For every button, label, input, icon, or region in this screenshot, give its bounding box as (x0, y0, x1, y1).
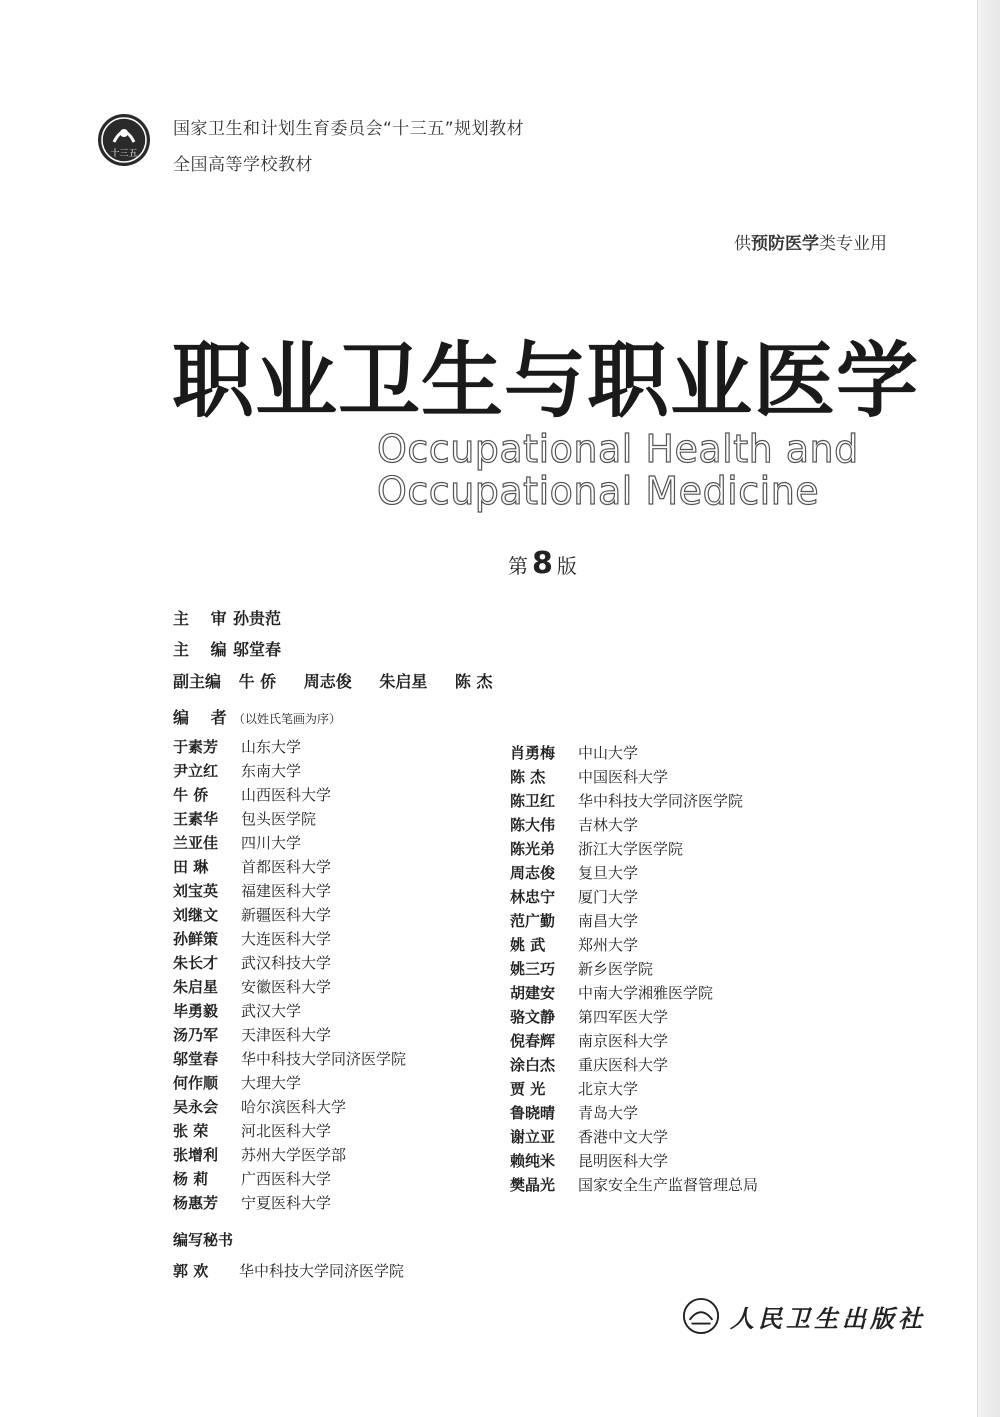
editor-row (510, 957, 758, 981)
editor-name: 涂白杰 (510, 1056, 556, 1074)
editors-order-note: （以姓氏笔画为序） (233, 712, 342, 726)
publisher-emblem-icon (682, 1297, 720, 1335)
editor-name: 谢立亚 (510, 1128, 556, 1146)
publisher-name: 人民卫生出版社 (730, 1303, 926, 1333)
editor-row (510, 1029, 758, 1053)
editor-name: 刘宝英 (173, 882, 219, 900)
secretary-row (173, 1260, 404, 1281)
editor-affiliation: 大连医科大学 (241, 930, 332, 948)
secretary-affiliation: 华中科技大学同济医学院 (239, 1262, 405, 1280)
editor-affiliation: 哈尔滨医科大学 (241, 1098, 347, 1116)
editor-name: 范广勤 (510, 912, 556, 930)
editor-affiliation: 中南大学湘雅医学院 (578, 984, 714, 1002)
editor-row (173, 735, 406, 759)
editor-name: 毕勇毅 (173, 1002, 219, 1020)
editor-name: 胡建安 (510, 984, 556, 1002)
editor-name: 姚三巧 (510, 960, 556, 978)
editor-row (173, 975, 406, 999)
editor-row (510, 1053, 758, 1077)
edition-suffix: 版 (556, 554, 577, 578)
editor-name: 樊晶光 (510, 1176, 556, 1194)
editor-name: 王素华 (173, 810, 219, 828)
editor-affiliation: 国家安全生产监督管理总局 (578, 1176, 759, 1194)
title-en-line-1: Occupational Health and (377, 427, 859, 471)
editor-row (173, 879, 406, 903)
editor-row (173, 999, 406, 1023)
editor-affiliation: 天津医科大学 (241, 1026, 332, 1044)
editor-affiliation: 新疆医科大学 (241, 906, 332, 924)
editor-name: 陈大伟 (510, 816, 556, 834)
editor-name: 林忠宁 (510, 888, 556, 906)
editor-row (173, 1023, 406, 1047)
editor-name: 陈光弟 (510, 840, 556, 858)
editor-name: 朱启星 (173, 978, 219, 996)
editor-affiliation: 四川大学 (241, 834, 302, 852)
editor-row (173, 1119, 406, 1143)
editor-name: 孙鲜策 (173, 930, 219, 948)
editor-affiliation: 安徽医科大学 (241, 978, 332, 996)
publisher (682, 1297, 926, 1335)
editor-row (510, 1173, 758, 1197)
deputy-label: 副主编 (173, 672, 222, 691)
editor-affiliation: 福建医科大学 (241, 882, 332, 900)
chief-editor-row (173, 637, 281, 660)
editor-row (173, 759, 406, 783)
usage-bold: 预防医学 (751, 234, 819, 254)
book-title-cn: 职业卫生与职业医学 (172, 334, 920, 429)
editor-row (173, 1071, 406, 1095)
secretary-name: 郭 欢 (173, 1262, 209, 1280)
editor-affiliation: 广西医科大学 (241, 1170, 332, 1188)
editor-name: 倪春辉 (510, 1032, 556, 1050)
editor-affiliation: 浙江大学医学院 (578, 840, 684, 858)
usage-suffix: 类专业用 (819, 234, 887, 254)
editor-name: 邬堂春 (173, 1050, 219, 1068)
editor-row (510, 789, 758, 813)
editor-name: 周志俊 (510, 864, 556, 882)
editors-label: 编 者 (173, 708, 235, 727)
editor-row (510, 765, 758, 789)
editor-affiliation: 北京大学 (578, 1080, 639, 1098)
editor-row (510, 741, 758, 765)
editor-affiliation: 华中科技大学同济医学院 (578, 792, 744, 810)
deputy-name: 朱启星 (379, 672, 428, 691)
editor-row (510, 1101, 758, 1125)
editor-affiliation: 中山大学 (578, 744, 639, 762)
editor-affiliation: 中国医科大学 (578, 768, 669, 786)
secretary-heading: 编写秘书 (173, 1231, 234, 1249)
chief-reviewer-name: 孙贵范 (233, 609, 282, 628)
editor-name: 杨 莉 (173, 1170, 209, 1188)
editor-affiliation: 第四军医大学 (578, 1008, 669, 1026)
editor-name: 吴永会 (173, 1098, 219, 1116)
chief-editor-name: 邬堂春 (233, 640, 282, 659)
editor-affiliation: 青岛大学 (578, 1104, 639, 1122)
editor-row (173, 807, 406, 831)
editor-row (173, 783, 406, 807)
editor-name: 杨惠芳 (173, 1194, 219, 1212)
editor-name: 张增利 (173, 1146, 219, 1164)
editor-name: 陈 杰 (510, 768, 546, 786)
editor-row (173, 855, 406, 879)
editor-affiliation: 郑州大学 (578, 936, 639, 954)
usage-note (734, 229, 887, 254)
editor-row (510, 885, 758, 909)
editor-affiliation: 苏州大学医学部 (241, 1146, 347, 1164)
editor-affiliation: 武汉科技大学 (241, 954, 332, 972)
editor-name: 刘继文 (173, 906, 219, 924)
editor-row (173, 1191, 406, 1215)
editor-affiliation: 华中科技大学同济医学院 (241, 1050, 407, 1068)
title-en-line-2: Occupational Medicine (377, 469, 820, 513)
edition-prefix: 第 (508, 554, 528, 578)
edition-number: 8 (532, 546, 553, 581)
editor-affiliation: 昆明医科大学 (578, 1152, 669, 1170)
editor-name: 朱长才 (173, 954, 219, 972)
deputy-name: 牛 侨 (238, 672, 277, 691)
editor-affiliation: 厦门大学 (578, 888, 639, 906)
editor-row (173, 951, 406, 975)
series-logo-icon (96, 112, 152, 168)
editor-affiliation: 山西医科大学 (241, 786, 332, 804)
deputy-name: 陈 杰 (454, 672, 493, 691)
logo-text: 十三五 (110, 149, 138, 159)
editor-row (173, 1047, 406, 1071)
series-line-2: 全国高等学校教材 (173, 155, 313, 175)
editor-row (510, 1125, 758, 1149)
editor-name: 牛 侨 (173, 786, 209, 804)
editor-name: 肖勇梅 (510, 744, 556, 762)
editor-row (510, 861, 758, 885)
editor-affiliation: 复旦大学 (578, 864, 639, 882)
editor-name: 赖纯米 (510, 1152, 556, 1170)
editor-affiliation: 重庆医科大学 (578, 1056, 669, 1074)
edition (508, 546, 577, 581)
editors-list-right (510, 741, 758, 1197)
deputy-name: 周志俊 (303, 672, 352, 691)
editor-row (510, 981, 758, 1005)
editor-name: 汤乃军 (173, 1026, 219, 1044)
editor-row (510, 1077, 758, 1101)
editor-name: 于素芳 (173, 738, 219, 756)
editor-affiliation: 首都医科大学 (241, 858, 332, 876)
editor-affiliation: 东南大学 (241, 762, 302, 780)
editor-name: 兰亚佳 (173, 834, 219, 852)
editor-affiliation: 河北医科大学 (241, 1122, 332, 1140)
editor-affiliation: 山东大学 (241, 738, 302, 756)
chief-editor-label: 主 编 (173, 640, 235, 659)
editor-row (510, 1149, 758, 1173)
editor-row (173, 1143, 406, 1167)
usage-prefix: 供 (734, 234, 751, 254)
chief-reviewer-label: 主 审 (173, 609, 235, 628)
editor-affiliation: 吉林大学 (578, 816, 639, 834)
editor-row (510, 837, 758, 861)
editor-row (173, 927, 406, 951)
page-edge (977, 0, 1000, 1417)
editor-name: 何作顺 (173, 1074, 219, 1092)
editor-affiliation: 南昌大学 (578, 912, 639, 930)
editors-heading-row (173, 705, 341, 728)
editor-row (510, 933, 758, 957)
editor-affiliation: 大理大学 (241, 1074, 302, 1092)
editor-row (173, 831, 406, 855)
editor-row (510, 1005, 758, 1029)
series-line-1: 国家卫生和计划生育委员会“十三五”规划教材 (173, 119, 525, 139)
editor-name: 骆文静 (510, 1008, 556, 1026)
editor-affiliation: 南京医科大学 (578, 1032, 669, 1050)
editor-row (510, 813, 758, 837)
editor-row (173, 1095, 406, 1119)
editor-affiliation: 包头医学院 (241, 810, 317, 828)
editor-affiliation: 宁夏医科大学 (241, 1194, 332, 1212)
deputy-editors-row (173, 669, 515, 692)
editor-name: 鲁晓晴 (510, 1104, 556, 1122)
editor-affiliation: 武汉大学 (241, 1002, 302, 1020)
editor-row (173, 903, 406, 927)
editor-row (173, 1167, 406, 1191)
editor-name: 姚 武 (510, 936, 546, 954)
editor-affiliation: 香港中文大学 (578, 1128, 669, 1146)
editor-name: 尹立红 (173, 762, 219, 780)
editor-name: 陈卫红 (510, 792, 556, 810)
editor-name: 张 荣 (173, 1122, 209, 1140)
editor-name: 田 琳 (173, 858, 209, 876)
editor-row (510, 909, 758, 933)
editor-affiliation: 新乡医学院 (578, 960, 654, 978)
book-title-en (377, 428, 859, 512)
chief-reviewer-row (173, 606, 281, 629)
editors-list-left (173, 735, 406, 1215)
editor-name: 贾 光 (510, 1080, 546, 1098)
